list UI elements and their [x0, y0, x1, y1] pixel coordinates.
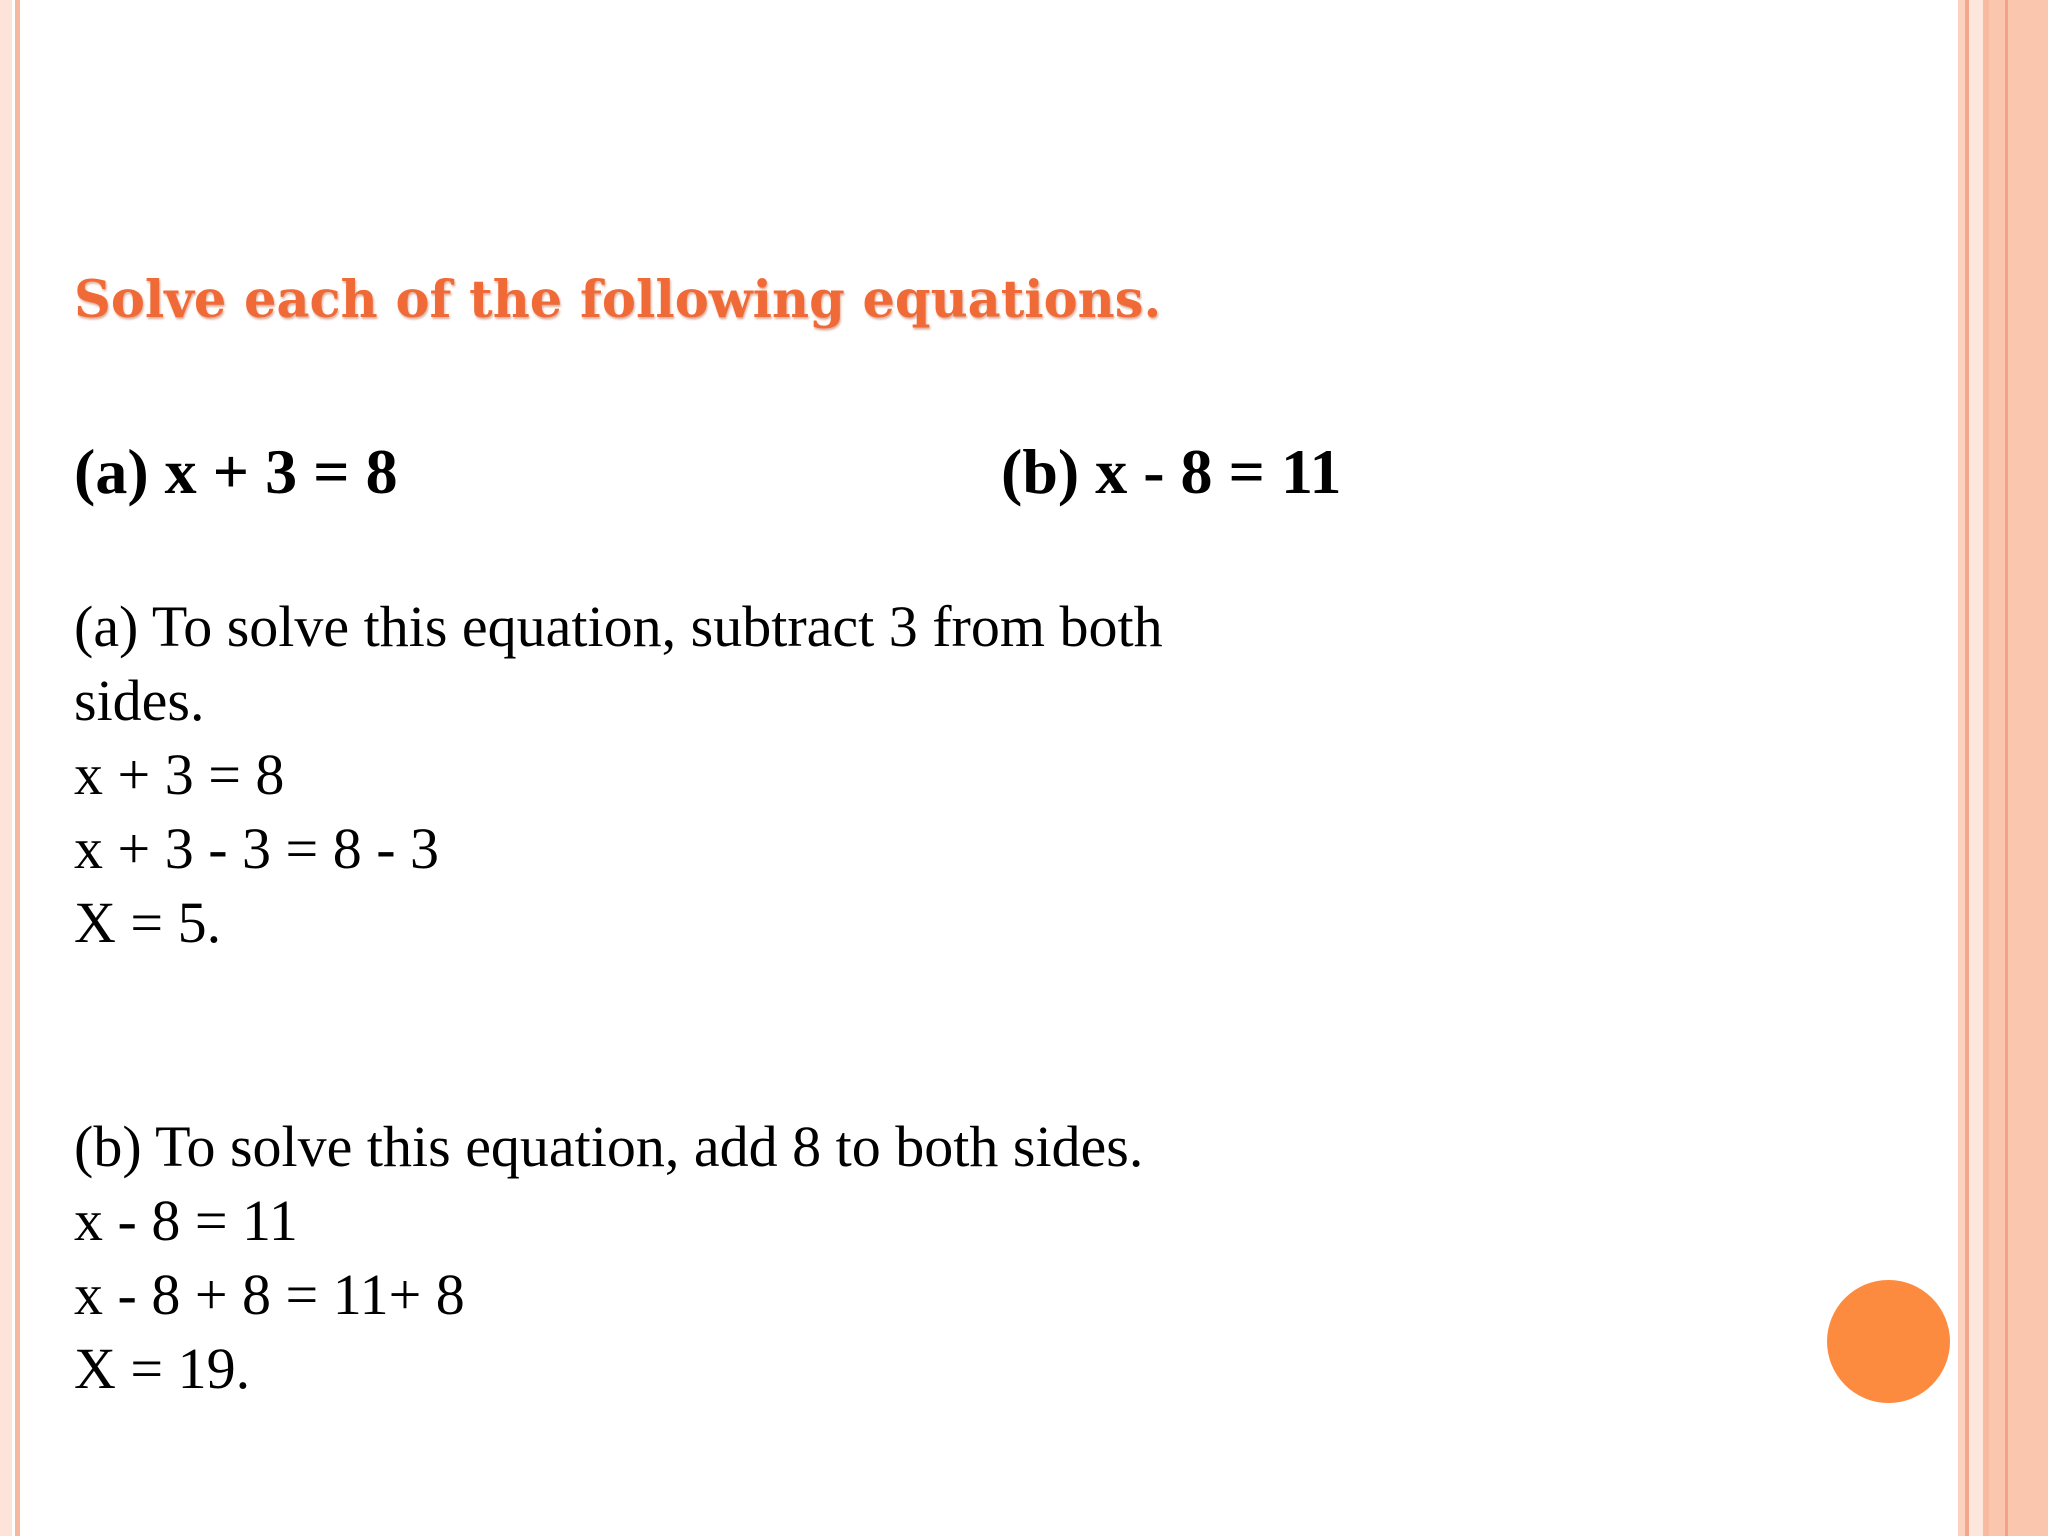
solution-a-line: (a) To solve this equation, subtract 3 from both [74, 594, 1163, 659]
right-stripe-decoration [1958, 0, 1965, 1536]
solution-b-line: (b) To solve this equation, add 8 to both sides. [74, 1114, 1144, 1179]
left-border-line [15, 0, 20, 1536]
solution-a [74, 590, 1163, 960]
problem-b: (b) x - 8 = 11 [1001, 436, 1342, 507]
left-border-decoration [0, 0, 12, 1536]
right-stripe-decoration [1969, 0, 1983, 1536]
right-stripe-decoration [1989, 0, 2048, 1536]
solution-a-line: x + 3 = 8 [74, 742, 285, 807]
problem-a: (a) x + 3 = 8 [74, 436, 398, 507]
right-stripe-decoration [2005, 0, 2008, 1536]
solution-a-line: x + 3 - 3 = 8 - 3 [74, 816, 440, 881]
solution-a-line: X = 5. [74, 890, 222, 955]
solution-b-line: x - 8 = 11 [74, 1188, 298, 1253]
slide-title: Solve each of the following equations. [74, 270, 1162, 330]
solution-b [74, 1110, 1143, 1406]
solution-a-line: sides. [74, 668, 205, 733]
solution-b-line: X = 19. [74, 1336, 251, 1401]
orange-circle-decoration [1827, 1280, 1950, 1403]
solution-b-line: x - 8 + 8 = 11+ 8 [74, 1262, 465, 1327]
